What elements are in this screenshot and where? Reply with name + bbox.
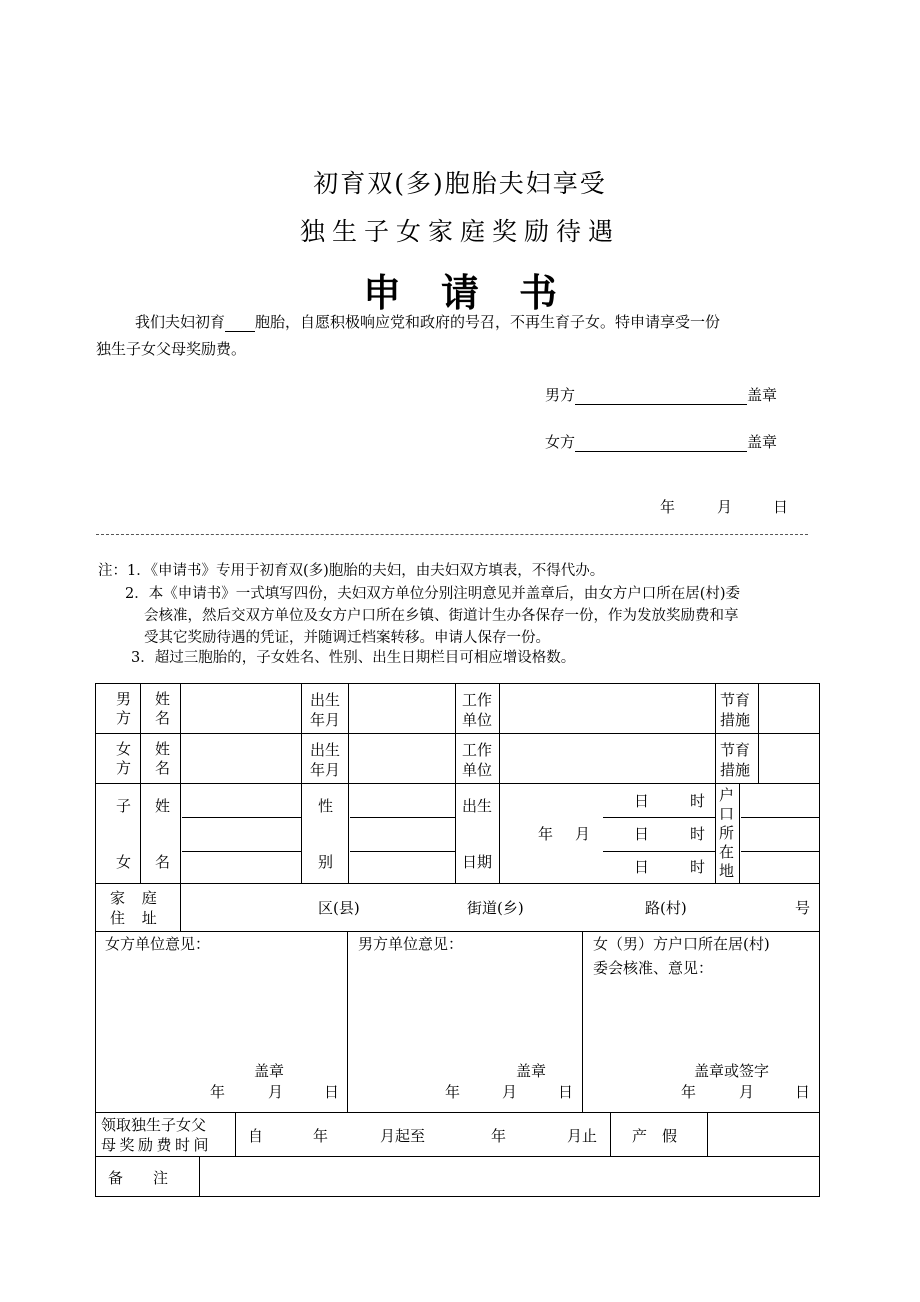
label-month: 月 <box>739 1083 755 1101</box>
female-signature <box>545 431 777 452</box>
date-day: 日 <box>773 498 789 516</box>
label-sex: 别 <box>318 853 334 871</box>
divider <box>741 817 820 818</box>
male-name-input[interactable] <box>180 683 302 734</box>
label-year: 年 <box>445 1083 461 1101</box>
note-2-cont: 会核准，然后交双方单位及女方户口所在乡镇、街道计生办各保存一份，作为发放奖励费和享 <box>144 608 739 624</box>
divider <box>182 851 302 852</box>
label-female-unit-opinion: 女方单位意见： <box>105 935 211 953</box>
male-contraception-input[interactable] <box>758 683 820 734</box>
multiple-count-blank[interactable] <box>225 313 255 332</box>
note-1 <box>98 559 604 580</box>
male-unit-opinion-box[interactable] <box>347 931 583 1113</box>
label: 男方 <box>545 386 576 404</box>
divider <box>603 851 716 852</box>
note-2-cont: 受其它奖励待遇的凭证，并随调迁档案转移。申请人保存一份。 <box>144 630 550 646</box>
intro-line-1 <box>135 311 720 332</box>
label-remarks: 备 注 <box>108 1169 169 1187</box>
label-district: 区(县) <box>318 899 360 917</box>
label-birth: 出生年月 <box>310 691 341 729</box>
label-hour: 时 <box>690 792 706 810</box>
label-hour: 时 <box>690 858 706 876</box>
label-month: 月 <box>575 825 591 843</box>
label-year: 年 <box>538 825 554 843</box>
label-work-unit: 工作单位 <box>462 691 493 729</box>
label-maternity-leave: 产 假 <box>632 1127 678 1145</box>
label-address: 家 庭 住 址 <box>110 889 163 927</box>
label-child: 女 <box>116 853 132 871</box>
label-name: 姓名 <box>155 740 171 777</box>
label-hour: 时 <box>690 825 706 843</box>
label-work-unit: 工作单位 <box>462 741 493 779</box>
title-line-2: 独生子女家庭奖励待遇 <box>299 217 620 246</box>
label-day: 日 <box>634 825 650 843</box>
label-male-unit-opinion: 男方单位意见： <box>358 935 464 953</box>
female-contraception-input[interactable] <box>758 733 820 784</box>
divider <box>350 817 456 818</box>
date-month: 月 <box>717 498 733 516</box>
label-name: 名 <box>155 853 171 871</box>
label-seal: 盖章 <box>254 1062 285 1080</box>
female-signature-blank[interactable] <box>575 433 747 452</box>
male-signature <box>545 384 777 405</box>
label-birth-date: 日期 <box>462 853 493 871</box>
label-day: 日 <box>324 1083 340 1101</box>
label-day: 日 <box>634 858 650 876</box>
label-number: 号 <box>795 899 811 917</box>
label: 女方 <box>545 433 576 451</box>
label-seal: 盖章 <box>516 1062 547 1080</box>
label-until: 月止 <box>567 1127 598 1145</box>
note-2: 2．本《申请书》一式填写四份，夫妇双方单位分别注明意见并盖章后，由女方户口所在居(村)委 <box>125 586 741 602</box>
cut-line <box>96 534 808 535</box>
label-child: 子 <box>116 797 132 815</box>
label-name: 姓 <box>155 797 171 815</box>
note-prefix: 注： <box>98 563 127 579</box>
label-hukou: 户口所在地 <box>719 786 735 880</box>
intro-text: 我们夫妇初育 <box>135 313 226 331</box>
label-contraception: 节育措施 <box>720 741 751 779</box>
label-male: 男方 <box>116 690 132 727</box>
label-name: 姓名 <box>155 690 171 727</box>
male-signature-blank[interactable] <box>575 386 747 405</box>
label: 盖章 <box>747 386 778 404</box>
label-birth: 出生年月 <box>310 741 341 779</box>
label-month: 月 <box>502 1083 518 1101</box>
label-road: 路(村) <box>645 899 687 917</box>
label-sex: 性 <box>318 797 334 815</box>
label-day: 日 <box>795 1083 811 1101</box>
label-from: 自 <box>248 1127 264 1145</box>
label-reward-time: 母奖励费时间 <box>101 1136 213 1154</box>
note-text: 1．《申请书》专用于初育双(多)胞胎的夫妇，由夫妇双方填表，不得代办。 <box>127 563 605 579</box>
label-street: 街道(乡) <box>467 899 524 917</box>
divider <box>350 851 456 852</box>
label-from-to: 月起至 <box>380 1127 426 1145</box>
male-birth-input[interactable] <box>348 683 456 734</box>
intro-line-2: 独生子女父母奖励费。 <box>96 340 247 358</box>
label-hukou-opinion: 女（男）方户口所在居(村) <box>593 935 770 953</box>
label: 盖章 <box>747 433 778 451</box>
label-year: 年 <box>210 1083 226 1101</box>
label-day: 日 <box>558 1083 574 1101</box>
divider <box>182 817 302 818</box>
female-work-unit-input[interactable] <box>499 733 716 784</box>
note-3: 3．超过三胞胎的，子女姓名、性别、出生日期栏目可相应增设格数。 <box>131 650 576 666</box>
label-female: 女方 <box>116 740 132 777</box>
date-year: 年 <box>660 498 676 516</box>
male-work-unit-input[interactable] <box>499 683 716 734</box>
label-year: 年 <box>491 1127 507 1145</box>
title-main: 申请书 <box>362 270 597 315</box>
divider <box>603 817 716 818</box>
label-reward-time: 领取独生子女父 <box>101 1116 207 1134</box>
label-year: 年 <box>313 1127 329 1145</box>
divider <box>741 851 820 852</box>
label-birth-date: 出生 <box>462 797 493 815</box>
label-day: 日 <box>634 792 650 810</box>
label-month: 月 <box>268 1083 284 1101</box>
label-seal-or-sign: 盖章或签字 <box>694 1062 770 1080</box>
title-line-1: 初育双(多)胞胎夫妇享受 <box>313 169 607 198</box>
address-row <box>95 883 820 932</box>
female-name-input[interactable] <box>180 733 302 784</box>
intro-text: 胞胎，自愿积极响应党和政府的号召，不再生育子女。特申请享受一份 <box>255 313 721 331</box>
label-hukou-opinion: 委会核准、意见： <box>593 959 714 977</box>
label-year: 年 <box>681 1083 697 1101</box>
female-birth-input[interactable] <box>348 733 456 784</box>
label-contraception: 节育措施 <box>720 691 751 729</box>
